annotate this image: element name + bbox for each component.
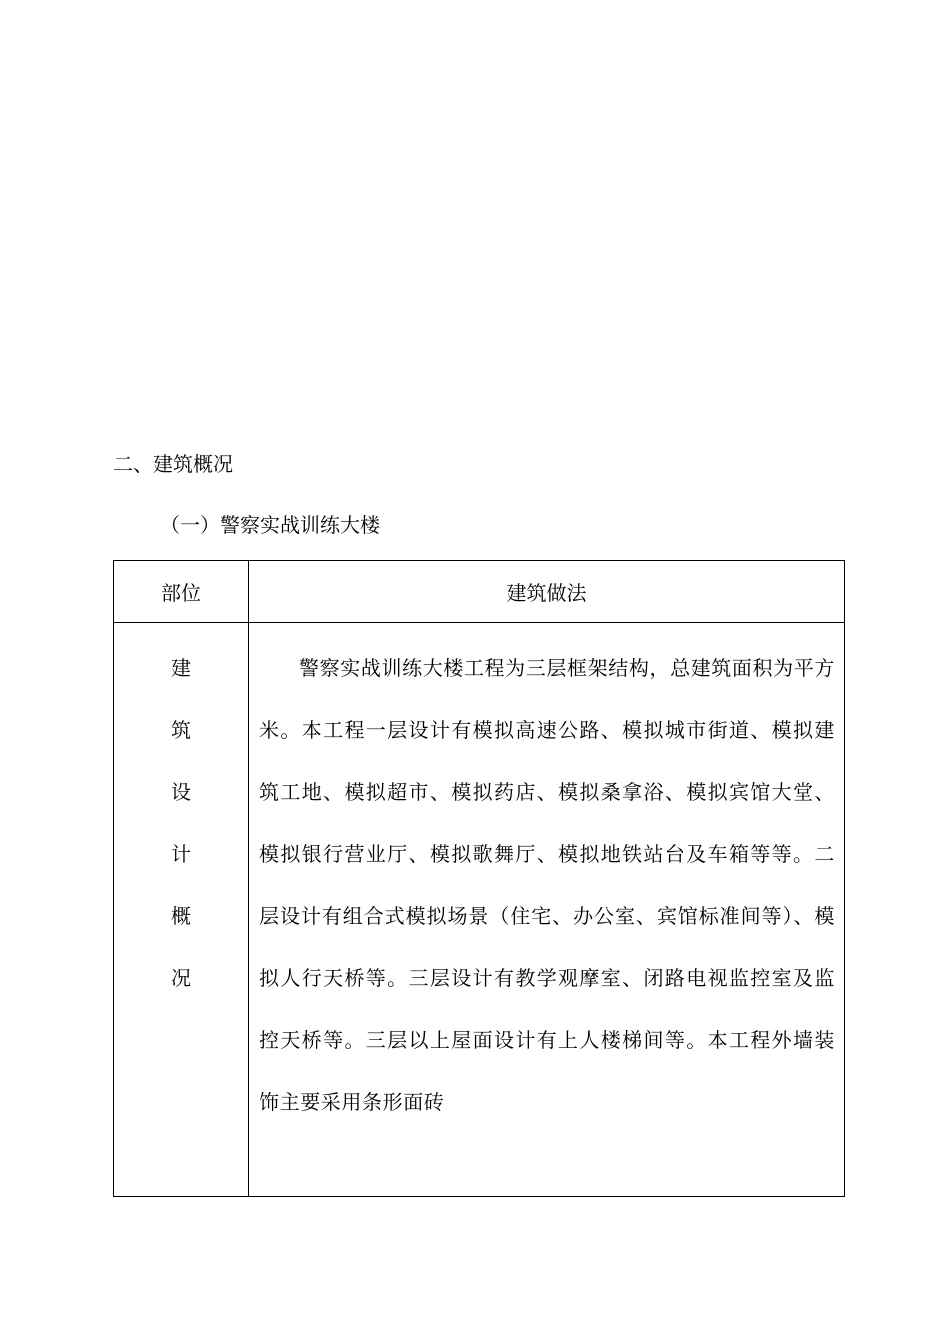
table-header-row (114, 561, 845, 623)
part-char: 计 (171, 842, 191, 866)
part-char: 设 (171, 780, 191, 804)
part-cell (114, 623, 249, 1197)
method-cell (249, 623, 845, 1197)
part-vertical-label (114, 623, 248, 1009)
part-char: 建 (171, 656, 191, 680)
method-text: 警察实战训练大楼工程为三层框架结构，总建筑面积为平方米。本工程一层设计有模拟高速公路、模拟城市街道、模拟建筑工地、模拟超市、模拟药店、模拟桑拿浴、模拟宾馆大堂、模拟银行营业厅、模拟歌舞厅、模拟地铁站台及车箱等等。二层设计有组合式模拟场景（住宅、办公室、宾馆标准间等）、模拟人行天桥等。三层设计有教学观摩室、闭路电视监控室及监控天桥等。三层以上屋面设计有上人楼梯间等。本工程外墙装饰主要采用条形面砖 (259, 656, 835, 1114)
header-part-cell: 部位 (114, 561, 249, 623)
section-heading: 二、建筑概况 (113, 452, 233, 476)
building-spec-table (113, 560, 845, 1197)
header-method-cell: 建筑做法 (249, 561, 845, 623)
part-char: 筑 (171, 718, 191, 742)
table-row (114, 623, 845, 1197)
subsection-heading: （一）警察实战训练大楼 (160, 513, 380, 537)
part-char: 况 (171, 966, 191, 990)
part-char: 概 (171, 904, 191, 928)
